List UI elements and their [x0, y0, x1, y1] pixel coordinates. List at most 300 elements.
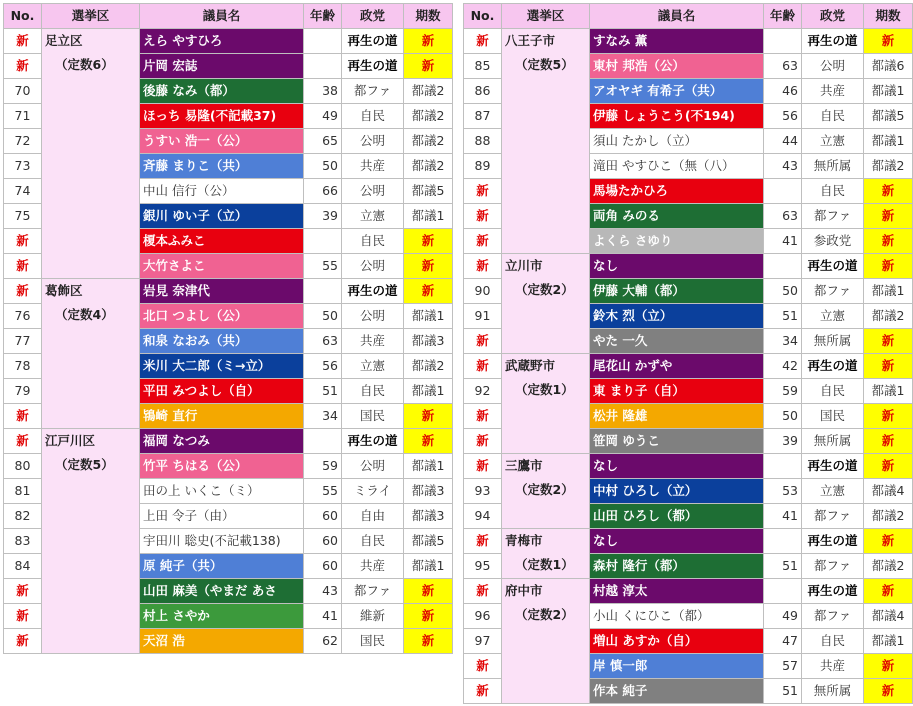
member-name: うすい 浩一（公） [140, 129, 304, 154]
row-number: 74 [4, 179, 42, 204]
member-name: 福岡 なつみ [140, 429, 304, 454]
district-seat-count: （定数1） [515, 557, 574, 572]
header-terms: 期数 [864, 4, 913, 29]
row-number: 90 [464, 279, 502, 304]
roster-table-left [3, 3, 453, 654]
member-terms: 都議1 [864, 129, 913, 154]
member-age: 66 [304, 179, 342, 204]
member-terms: 新 [404, 429, 453, 454]
member-terms: 都議2 [864, 554, 913, 579]
row-number: 新 [464, 454, 502, 479]
member-party: 再生の道 [802, 454, 864, 479]
member-terms: 新 [404, 604, 453, 629]
district-seat-count: （定数1） [515, 382, 574, 397]
row-number: 新 [464, 29, 502, 54]
row-number: 新 [464, 204, 502, 229]
district-name: 三鷹市 [505, 458, 543, 473]
member-age [764, 29, 802, 54]
table-row [464, 454, 913, 479]
row-number: 73 [4, 154, 42, 179]
member-party: 共産 [802, 654, 864, 679]
member-party: 国民 [342, 629, 404, 654]
member-name: 銀川 ゆい子（立） [140, 204, 304, 229]
member-age: 59 [764, 379, 802, 404]
member-name: 米川 大二郎（ミ→立） [140, 354, 304, 379]
member-party: 共産 [342, 554, 404, 579]
member-name: 滝田 やすひこ（無（八） [590, 154, 764, 179]
member-name: 笹岡 ゆうこ [590, 429, 764, 454]
member-terms: 都議5 [404, 529, 453, 554]
district-seat-count: （定数4） [55, 307, 114, 322]
table-row [464, 529, 913, 554]
member-name: 両角 みのる [590, 204, 764, 229]
member-party: 自民 [342, 229, 404, 254]
row-number: 新 [4, 604, 42, 629]
member-name: 岸 慎一郎 [590, 654, 764, 679]
member-name: 村越 淳太 [590, 579, 764, 604]
row-number: 新 [464, 579, 502, 604]
district-name: 武蔵野市 [505, 358, 556, 373]
member-name: 斉藤 まりこ（共） [140, 154, 304, 179]
member-age: 51 [764, 679, 802, 704]
table-row [464, 29, 913, 54]
member-party: 維新 [342, 604, 404, 629]
member-name: 伊藤 しょうこう(不194) [590, 104, 764, 129]
table-row [4, 279, 453, 304]
member-terms: 新 [864, 529, 913, 554]
member-terms: 都議4 [864, 479, 913, 504]
member-age: 43 [764, 154, 802, 179]
district-cell [502, 354, 590, 454]
member-party: 自民 [802, 379, 864, 404]
district-seat-count: （定数5） [515, 57, 574, 72]
member-name: 宇田川 聡史(不記載138) [140, 529, 304, 554]
member-terms: 新 [864, 29, 913, 54]
row-number: 92 [464, 379, 502, 404]
member-party: 公明 [342, 179, 404, 204]
member-age: 56 [304, 354, 342, 379]
row-number: 新 [464, 404, 502, 429]
table-row [4, 29, 453, 54]
row-number: 新 [464, 229, 502, 254]
member-terms: 都議5 [404, 179, 453, 204]
member-age: 60 [304, 504, 342, 529]
member-name: 鈴木 烈（立） [590, 304, 764, 329]
member-age: 51 [764, 304, 802, 329]
member-terms: 新 [864, 179, 913, 204]
member-age: 62 [304, 629, 342, 654]
row-number: 81 [4, 479, 42, 504]
member-age: 49 [304, 104, 342, 129]
member-name: アオヤギ 有希子（共） [590, 79, 764, 104]
member-terms: 都議1 [864, 79, 913, 104]
member-party: 立憲 [802, 479, 864, 504]
member-name: 天沼 浩 [140, 629, 304, 654]
member-name: 伊藤 大輔（都） [590, 279, 764, 304]
member-terms: 都議4 [864, 604, 913, 629]
row-number: 新 [4, 254, 42, 279]
header-age: 年齢 [764, 4, 802, 29]
member-party: 立憲 [802, 304, 864, 329]
member-name: 大竹さよこ [140, 254, 304, 279]
district-cell [502, 454, 590, 529]
row-number: 96 [464, 604, 502, 629]
member-name: やた 一久 [590, 329, 764, 354]
member-party: 再生の道 [342, 29, 404, 54]
member-party: 都ファ [802, 204, 864, 229]
row-number: 新 [4, 429, 42, 454]
member-name: 岩見 奈津代 [140, 279, 304, 304]
row-number: 97 [464, 629, 502, 654]
member-name: 鴇崎 直行 [140, 404, 304, 429]
row-number: 新 [464, 329, 502, 354]
district-seat-count: （定数2） [515, 607, 574, 622]
member-party: 共産 [802, 79, 864, 104]
member-party: 公明 [342, 254, 404, 279]
district-cell [42, 429, 140, 654]
member-party: 立憲 [342, 354, 404, 379]
table-row [464, 579, 913, 604]
member-name: 原 純子（共） [140, 554, 304, 579]
row-number: 85 [464, 54, 502, 79]
district-name: 葛飾区 [45, 283, 83, 298]
row-number: 新 [464, 254, 502, 279]
member-party: 立憲 [342, 204, 404, 229]
row-number: 95 [464, 554, 502, 579]
member-party: 公明 [342, 304, 404, 329]
district-name: 府中市 [505, 583, 543, 598]
member-age: 51 [764, 554, 802, 579]
member-terms: 新 [864, 679, 913, 704]
row-number: 91 [464, 304, 502, 329]
member-party: 自民 [802, 104, 864, 129]
member-terms: 都議3 [404, 504, 453, 529]
header-row [464, 4, 913, 29]
district-name: 八王子市 [505, 33, 556, 48]
member-name: 山田 ひろし（都） [590, 504, 764, 529]
member-name: 東 まり子（自） [590, 379, 764, 404]
member-name: 榎本ふみこ [140, 229, 304, 254]
member-age: 50 [304, 304, 342, 329]
row-number: 83 [4, 529, 42, 554]
member-age [304, 279, 342, 304]
row-number: 93 [464, 479, 502, 504]
header-terms: 期数 [404, 4, 453, 29]
row-number: 79 [4, 379, 42, 404]
member-age: 63 [304, 329, 342, 354]
member-party: 共産 [342, 329, 404, 354]
district-name: 足立区 [45, 33, 83, 48]
member-terms: 新 [864, 579, 913, 604]
member-age: 55 [304, 479, 342, 504]
header-row [4, 4, 453, 29]
member-party: 再生の道 [802, 254, 864, 279]
row-number: 新 [4, 229, 42, 254]
member-age [764, 254, 802, 279]
member-terms: 新 [404, 54, 453, 79]
member-name: 竹平 ちはる（公） [140, 454, 304, 479]
row-number: 新 [464, 354, 502, 379]
member-party: 自民 [342, 529, 404, 554]
member-terms: 都議3 [404, 329, 453, 354]
district-cell [42, 279, 140, 429]
row-number: 72 [4, 129, 42, 154]
member-party: 自民 [342, 104, 404, 129]
member-terms: 都議5 [864, 104, 913, 129]
member-name: 村上 さやか [140, 604, 304, 629]
member-party: 再生の道 [342, 429, 404, 454]
district-cell [502, 254, 590, 354]
member-terms: 都議3 [404, 479, 453, 504]
member-party: 立憲 [802, 129, 864, 154]
member-terms: 都議1 [864, 279, 913, 304]
member-age [304, 54, 342, 79]
member-age: 39 [304, 204, 342, 229]
member-terms: 新 [404, 254, 453, 279]
member-age: 38 [304, 79, 342, 104]
header-no: No. [464, 4, 502, 29]
row-number: 89 [464, 154, 502, 179]
member-terms: 都議1 [404, 204, 453, 229]
member-party: 公明 [342, 129, 404, 154]
member-terms: 都議2 [404, 129, 453, 154]
member-terms: 都議2 [404, 79, 453, 104]
member-terms: 新 [404, 229, 453, 254]
member-terms: 都議2 [404, 104, 453, 129]
row-number: 新 [464, 654, 502, 679]
district-seat-count: （定数2） [515, 482, 574, 497]
member-name: 後藤 なみ（都） [140, 79, 304, 104]
member-age: 41 [764, 229, 802, 254]
table-row [464, 254, 913, 279]
member-name: 小山 くにひこ（都） [590, 604, 764, 629]
row-number: 82 [4, 504, 42, 529]
member-party: 都ファ [342, 579, 404, 604]
member-name: 北口 つよし（公） [140, 304, 304, 329]
member-name: 田の上 いくこ（ミ） [140, 479, 304, 504]
member-age: 50 [304, 154, 342, 179]
district-seat-count: （定数6） [55, 57, 114, 72]
district-seat-count: （定数2） [515, 282, 574, 297]
district-name: 青梅市 [505, 533, 543, 548]
member-age: 57 [764, 654, 802, 679]
member-name: 馬場たかひろ [590, 179, 764, 204]
row-number: 87 [464, 104, 502, 129]
table-body [4, 29, 453, 654]
row-number: 77 [4, 329, 42, 354]
member-name: 和泉 なおみ（共） [140, 329, 304, 354]
member-age: 65 [304, 129, 342, 154]
table-body [464, 29, 913, 704]
member-terms: 都議2 [864, 304, 913, 329]
member-party: 自由 [342, 504, 404, 529]
member-party: 再生の道 [802, 529, 864, 554]
member-terms: 新 [404, 29, 453, 54]
member-name: 森村 隆行（都） [590, 554, 764, 579]
member-name: 松井 隆雄 [590, 404, 764, 429]
row-number: 新 [4, 404, 42, 429]
member-party: 無所属 [802, 429, 864, 454]
district-cell [502, 579, 590, 704]
member-terms: 新 [864, 404, 913, 429]
member-name: えら やすひろ [140, 29, 304, 54]
row-number: 76 [4, 304, 42, 329]
member-age: 34 [764, 329, 802, 354]
member-party: ミライ [342, 479, 404, 504]
member-terms: 新 [864, 229, 913, 254]
member-terms: 新 [864, 204, 913, 229]
member-party: 再生の道 [802, 354, 864, 379]
member-name: 中山 信行（公） [140, 179, 304, 204]
member-terms: 新 [864, 429, 913, 454]
member-terms: 都議2 [864, 154, 913, 179]
member-party: 都ファ [342, 79, 404, 104]
row-number: 70 [4, 79, 42, 104]
member-age: 55 [304, 254, 342, 279]
row-number: 94 [464, 504, 502, 529]
member-age: 51 [304, 379, 342, 404]
table-row [464, 354, 913, 379]
row-number: 新 [464, 529, 502, 554]
member-age: 50 [764, 279, 802, 304]
district-cell [42, 29, 140, 279]
district-name: 江戸川区 [45, 433, 96, 448]
district-cell [502, 529, 590, 579]
member-age [764, 454, 802, 479]
member-party: 都ファ [802, 279, 864, 304]
member-party: 再生の道 [342, 54, 404, 79]
header-member-name: 議員名 [590, 4, 764, 29]
member-age [304, 29, 342, 54]
member-age: 42 [764, 354, 802, 379]
member-name: 山田 麻美（やまだ あさ [140, 579, 304, 604]
district-cell [502, 29, 590, 254]
member-party: 再生の道 [802, 579, 864, 604]
member-terms: 都議1 [404, 554, 453, 579]
member-party: 自民 [802, 179, 864, 204]
member-age [764, 529, 802, 554]
row-number: 新 [464, 679, 502, 704]
row-number: 84 [4, 554, 42, 579]
member-age [764, 579, 802, 604]
row-number: 75 [4, 204, 42, 229]
row-number: 78 [4, 354, 42, 379]
member-party: 再生の道 [342, 279, 404, 304]
member-name: なし [590, 454, 764, 479]
member-terms: 新 [864, 254, 913, 279]
row-number: 新 [4, 54, 42, 79]
member-age: 63 [764, 54, 802, 79]
row-number: 新 [464, 179, 502, 204]
member-name: 東村 邦浩（公） [590, 54, 764, 79]
member-name: なし [590, 529, 764, 554]
member-terms: 新 [404, 579, 453, 604]
member-name: 増山 あすか（自） [590, 629, 764, 654]
member-age: 49 [764, 604, 802, 629]
member-party: 無所属 [802, 329, 864, 354]
member-terms: 都議1 [864, 379, 913, 404]
member-terms: 新 [404, 404, 453, 429]
member-age: 41 [304, 604, 342, 629]
member-name: 片岡 宏誌 [140, 54, 304, 79]
header-member-name: 議員名 [140, 4, 304, 29]
member-name: なし [590, 254, 764, 279]
member-terms: 都議1 [404, 379, 453, 404]
header-party: 政党 [342, 4, 404, 29]
member-age [304, 229, 342, 254]
member-age: 59 [304, 454, 342, 479]
member-age: 34 [304, 404, 342, 429]
row-number: 新 [4, 29, 42, 54]
member-age [764, 179, 802, 204]
member-terms: 都議2 [864, 504, 913, 529]
header-district: 選挙区 [42, 4, 140, 29]
roster-table-right [463, 3, 913, 704]
member-age: 63 [764, 204, 802, 229]
member-name: 平田 みつよし（自） [140, 379, 304, 404]
row-number: 86 [464, 79, 502, 104]
member-name: すなみ 薫 [590, 29, 764, 54]
district-name: 立川市 [505, 258, 543, 273]
member-name: 中村 ひろし（立） [590, 479, 764, 504]
member-terms: 都議2 [404, 154, 453, 179]
member-terms: 新 [864, 354, 913, 379]
table-row [4, 429, 453, 454]
member-terms: 新 [404, 629, 453, 654]
member-terms: 都議1 [404, 304, 453, 329]
row-number: 88 [464, 129, 502, 154]
member-party: 自民 [342, 379, 404, 404]
member-age: 47 [764, 629, 802, 654]
row-number: 新 [464, 429, 502, 454]
district-seat-count: （定数5） [55, 457, 114, 472]
header-no: No. [4, 4, 42, 29]
member-terms: 都議1 [404, 454, 453, 479]
member-age: 46 [764, 79, 802, 104]
member-name: 作本 純子 [590, 679, 764, 704]
member-terms: 都議6 [864, 54, 913, 79]
member-terms: 新 [864, 454, 913, 479]
member-terms: 都議2 [404, 354, 453, 379]
member-party: 自民 [802, 629, 864, 654]
member-name: よくら さゆり [590, 229, 764, 254]
member-party: 公明 [342, 454, 404, 479]
member-party: 無所属 [802, 679, 864, 704]
member-party: 公明 [802, 54, 864, 79]
member-terms: 新 [404, 279, 453, 304]
row-number: 80 [4, 454, 42, 479]
row-number: 新 [4, 579, 42, 604]
member-name: 須山 たかし（立） [590, 129, 764, 154]
member-age: 43 [304, 579, 342, 604]
member-party: 都ファ [802, 554, 864, 579]
member-party: 再生の道 [802, 29, 864, 54]
member-name: 尾花山 かずや [590, 354, 764, 379]
row-number: 71 [4, 104, 42, 129]
member-age: 44 [764, 129, 802, 154]
member-party: 都ファ [802, 504, 864, 529]
member-party: 国民 [802, 404, 864, 429]
member-age: 50 [764, 404, 802, 429]
header-district: 選挙区 [502, 4, 590, 29]
row-number: 新 [4, 629, 42, 654]
member-age: 41 [764, 504, 802, 529]
member-age: 60 [304, 529, 342, 554]
member-party: 共産 [342, 154, 404, 179]
row-number: 新 [4, 279, 42, 304]
member-terms: 都議1 [864, 629, 913, 654]
member-terms: 新 [864, 654, 913, 679]
